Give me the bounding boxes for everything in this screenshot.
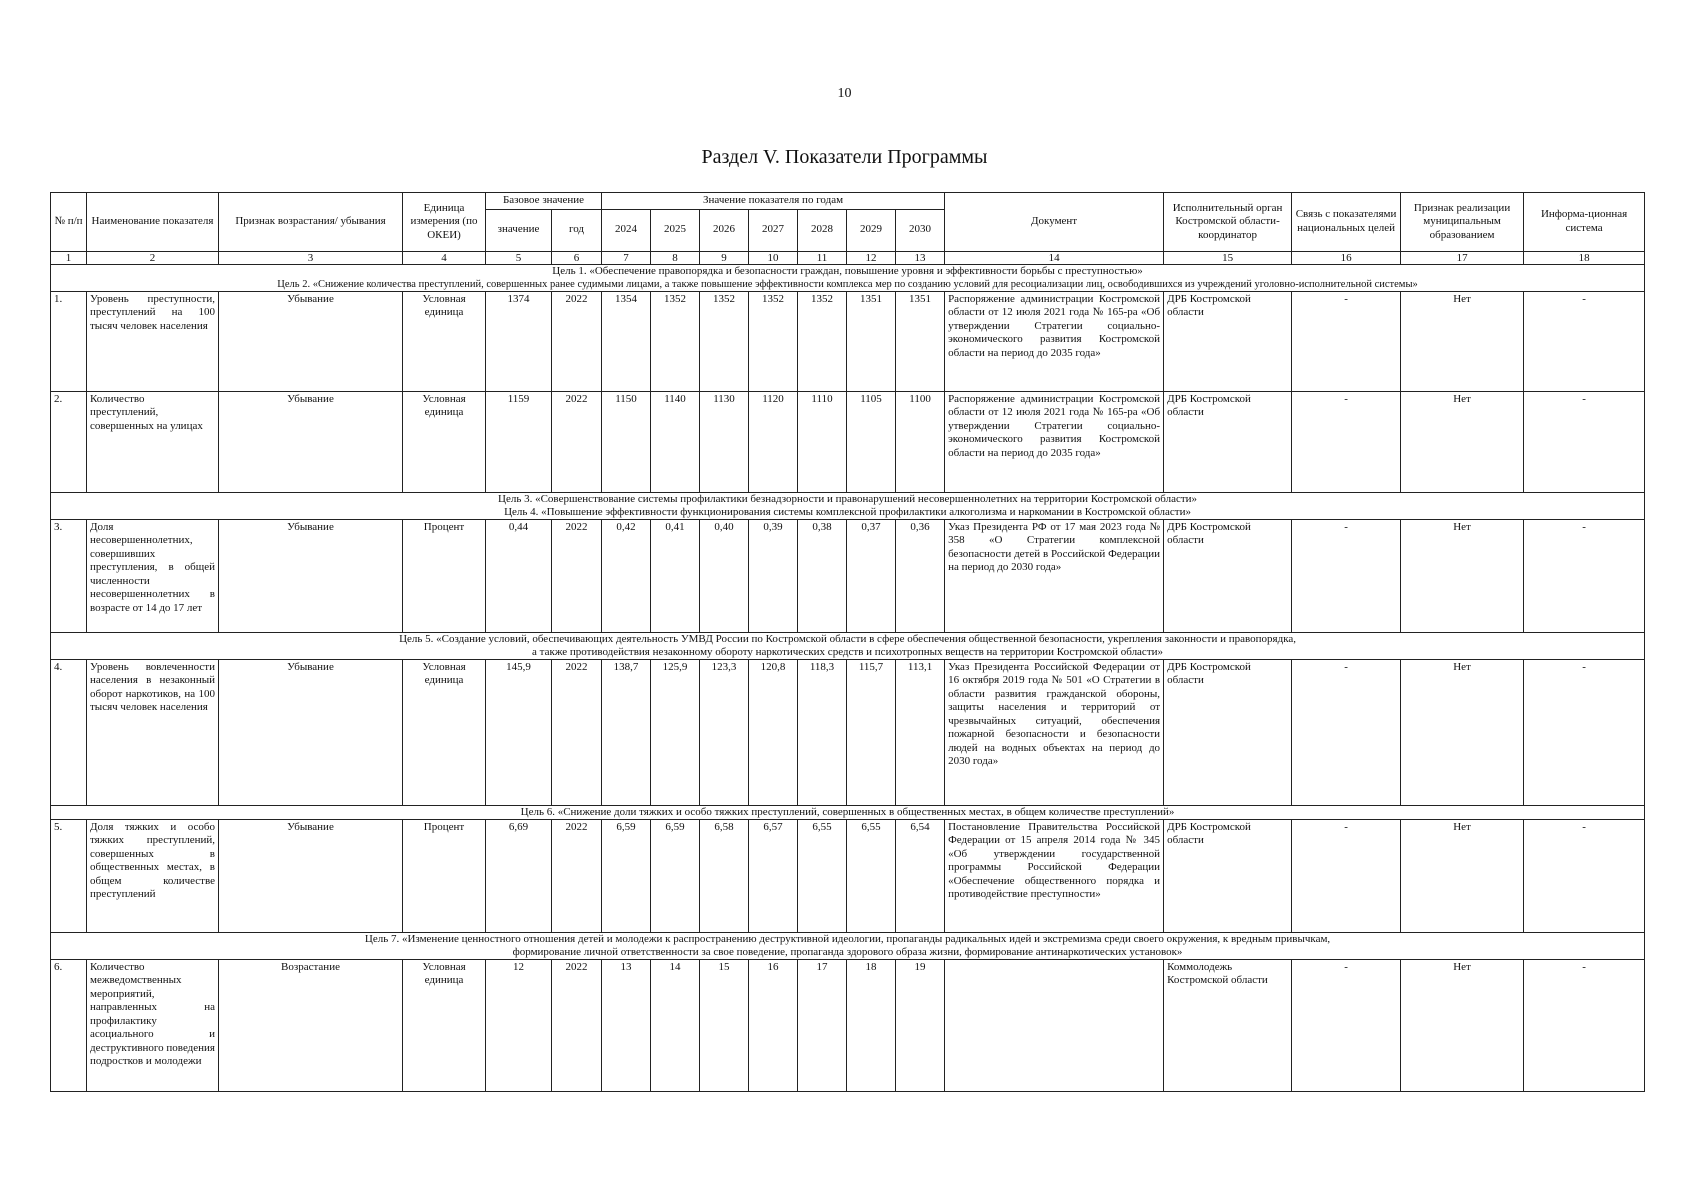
year-value: 6,55 [847, 819, 896, 932]
year-value: 6,59 [651, 819, 700, 932]
link-value: - [1292, 519, 1401, 632]
year-value: 1105 [847, 391, 896, 492]
executor-text: ДРБ Костромской области [1164, 819, 1292, 932]
year-value: 115,7 [847, 659, 896, 805]
col-header-municipal: Признак реализации муниципальным образованием [1401, 193, 1524, 252]
year-value: 123,3 [700, 659, 749, 805]
document-text: Постановление Правительства Российской Федерации от 15 апреля 2014 года № 345 «Об утверждении государственной программы Российской Федерации «Обеспечение общественного порядка и противодействие преступности» [945, 819, 1164, 932]
trend-value: Убывание [219, 659, 403, 805]
municipal-value: Нет [1401, 959, 1524, 1091]
year-value: 113,1 [896, 659, 945, 805]
col-header-link: Связь с показателями национальных целей [1292, 193, 1401, 252]
info-value: - [1524, 519, 1645, 632]
col-number: 15 [1164, 251, 1292, 264]
column-number-row [51, 251, 1645, 264]
document-text [945, 959, 1164, 1091]
year-value: 19 [896, 959, 945, 1091]
indicator-name: Доля тяжких и особо тяжких преступлений, совершенных в общественных местах, в общем количестве преступлений [87, 819, 219, 932]
municipal-value: Нет [1401, 291, 1524, 391]
year-value: 125,9 [651, 659, 700, 805]
goal-row [51, 805, 1645, 819]
year-value: 6,57 [749, 819, 798, 932]
col-number: 13 [896, 251, 945, 264]
year-value: 118,3 [798, 659, 847, 805]
table-row [51, 659, 1645, 805]
link-value: - [1292, 659, 1401, 805]
executor-text: ДРБ Костромской области [1164, 391, 1292, 492]
col-header-year: 2030 [896, 209, 945, 251]
section-title: Раздел V. Показатели Программы [701, 146, 988, 168]
info-value: - [1524, 819, 1645, 932]
year-value: 13 [602, 959, 651, 1091]
year-value: 0,39 [749, 519, 798, 632]
col-header-year: 2027 [749, 209, 798, 251]
row-num: 4. [51, 659, 87, 805]
indicators-table-wrapper [50, 192, 1642, 1092]
trend-value: Убывание [219, 819, 403, 932]
base-value: 1374 [486, 291, 552, 391]
col-header-document: Документ [945, 193, 1164, 252]
col-number: 16 [1292, 251, 1401, 264]
goal-text: Цель 2. «Снижение количества преступлений, совершенных ранее судимыми лицами, а также повышение эффективности комплекса мер по созданию условий для ресоциализации лиц, освободившихся из учреждений уголовно-исполнительной системы» [277, 278, 1418, 290]
municipal-value: Нет [1401, 819, 1524, 932]
base-year: 2022 [552, 959, 602, 1091]
goal-text: Цель 6. «Снижение доли тяжких и особо тяжких преступлений, совершенных в общественных местах, в общем количестве преступлений» [520, 805, 1175, 818]
link-value: - [1292, 959, 1401, 1091]
goal-row [51, 264, 1645, 291]
year-value: 1351 [847, 291, 896, 391]
link-value: - [1292, 391, 1401, 492]
goal-text: а также противодействия незаконному обороту наркотических средств и психотропных веществ на территории Костромской области» [532, 645, 1164, 658]
indicator-name: Уровень вовлеченности населения в незаконный оборот наркотиков, на 100 тысяч человек населения [87, 659, 219, 805]
col-number: 5 [486, 251, 552, 264]
indicator-name: Уровень преступности, преступлений на 100 тысяч человек населения [87, 291, 219, 391]
base-year: 2022 [552, 291, 602, 391]
year-value: 16 [749, 959, 798, 1091]
link-value: - [1292, 819, 1401, 932]
link-value: - [1292, 291, 1401, 391]
col-number: 1 [51, 251, 87, 264]
col-header-unit: Единица измерения (по ОКЕИ) [403, 193, 486, 252]
year-value: 18 [847, 959, 896, 1091]
table-row [51, 959, 1645, 1091]
year-value: 0,36 [896, 519, 945, 632]
col-header-year: 2025 [651, 209, 700, 251]
indicator-name: Количество преступлений, совершенных на улицах [87, 391, 219, 492]
year-value: 1140 [651, 391, 700, 492]
year-value: 1352 [749, 291, 798, 391]
col-header-year: 2028 [798, 209, 847, 251]
trend-value: Убывание [219, 519, 403, 632]
col-header-year: 2024 [602, 209, 651, 251]
year-value: 0,38 [798, 519, 847, 632]
goal-row [51, 492, 1645, 519]
year-value: 1352 [651, 291, 700, 391]
base-value: 6,69 [486, 819, 552, 932]
base-value: 0,44 [486, 519, 552, 632]
goal-text: Цель 5. «Создание условий, обеспечивающих деятельность УМВД России по Костромской области в сфере обеспечения общественной безопасности, укрепления законности и правопорядка, [399, 632, 1296, 645]
document-text: Распоряжение администрации Костромской области от 12 июля 2021 года № 165-ра «Об утверждении Стратегии социально-экономического развития Костромской области на период до 2035 года» [945, 291, 1164, 391]
table-row [51, 391, 1645, 492]
year-value: 6,54 [896, 819, 945, 932]
base-value: 12 [486, 959, 552, 1091]
year-value: 1351 [896, 291, 945, 391]
row-num: 6. [51, 959, 87, 1091]
year-value: 6,58 [700, 819, 749, 932]
municipal-value: Нет [1401, 659, 1524, 805]
year-value: 120,8 [749, 659, 798, 805]
col-number: 11 [798, 251, 847, 264]
year-value: 1150 [602, 391, 651, 492]
row-num: 2. [51, 391, 87, 492]
unit-value: Условная единица [403, 391, 486, 492]
goal-row [51, 632, 1645, 659]
base-value: 145,9 [486, 659, 552, 805]
document-text: Распоряжение администрации Костромской области от 12 июля 2021 года № 165-ра «Об утверждении Стратегии социально-экономического развития Костромской области на период до 2035 года» [945, 391, 1164, 492]
col-number: 18 [1524, 251, 1645, 264]
executor-text: ДРБ Костромской области [1164, 659, 1292, 805]
table-row [51, 819, 1645, 932]
col-header-info: Информа-ционная система [1524, 193, 1645, 252]
info-value: - [1524, 291, 1645, 391]
unit-value: Условная единица [403, 959, 486, 1091]
row-num: 1. [51, 291, 87, 391]
col-number: 12 [847, 251, 896, 264]
year-value: 0,37 [847, 519, 896, 632]
year-value: 1130 [700, 391, 749, 492]
col-header-name: Наименование показателя [87, 193, 219, 252]
page-number: 10 [837, 86, 852, 101]
row-num: 3. [51, 519, 87, 632]
col-number: 4 [403, 251, 486, 264]
col-header-num: № п/п [51, 193, 87, 252]
indicators-table [50, 192, 1645, 1092]
unit-value: Процент [403, 819, 486, 932]
executor-text: ДРБ Костромской области [1164, 291, 1292, 391]
base-year: 2022 [552, 819, 602, 932]
executor-text: Коммолодежь Костромской области [1164, 959, 1292, 1091]
col-header-year: 2026 [700, 209, 749, 251]
year-value: 1110 [798, 391, 847, 492]
document-text: Указ Президента РФ от 17 мая 2023 года № 358 «О Стратегии комплексной безопасности детей в Российской Федерации на период до 2030 года» [945, 519, 1164, 632]
col-number: 10 [749, 251, 798, 264]
executor-text: ДРБ Костромской области [1164, 519, 1292, 632]
col-header-base-value: значение [486, 209, 552, 251]
col-number: 7 [602, 251, 651, 264]
year-value: 1120 [749, 391, 798, 492]
municipal-value: Нет [1401, 391, 1524, 492]
trend-value: Убывание [219, 291, 403, 391]
col-number: 14 [945, 251, 1164, 264]
info-value: - [1524, 659, 1645, 805]
table-row [51, 519, 1645, 632]
col-number: 6 [552, 251, 602, 264]
col-header-base-group: Базовое значение [486, 193, 602, 210]
year-value: 1352 [700, 291, 749, 391]
col-header-executor: Исполнительный орган Костромской области-координатор [1164, 193, 1292, 252]
info-value: - [1524, 391, 1645, 492]
goal-text: Цель 7. «Изменение ценностного отношения детей и молодежи к распространению деструктивной идеологии, пропаганды радикальных идей и экстремизма среди своего окружения, к вредным привычкам, [364, 932, 1331, 945]
goal-text: Цель 4. «Повышение эффективности функционирования системы комплексной профилактики алкоголизма и наркомании в Костромской области» [504, 505, 1191, 518]
col-number: 2 [87, 251, 219, 264]
goal-text: Цель 1. «Обеспечение правопорядка и безопасности граждан, повышение уровня и эффективности борьбы с преступностью» [552, 264, 1143, 277]
base-value: 1159 [486, 391, 552, 492]
base-year: 2022 [552, 391, 602, 492]
col-header-base-year: год [552, 209, 602, 251]
row-num: 5. [51, 819, 87, 932]
goal-text: формирование личной ответственности за свое поведение, пропаганда здорового образа жизни, формирование антинаркотических установок» [512, 945, 1183, 958]
indicator-name: Доля несовершеннолетних, совершивших преступления, в общей численности несовершеннолетних в возрасте от 14 до 17 лет [87, 519, 219, 632]
municipal-value: Нет [1401, 519, 1524, 632]
col-number: 8 [651, 251, 700, 264]
year-value: 6,59 [602, 819, 651, 932]
trend-value: Убывание [219, 391, 403, 492]
unit-value: Условная единица [403, 291, 486, 391]
document-text: Указ Президента Российской Федерации от 16 октября 2019 года № 501 «О Стратегии в области развития гражданской обороны, защиты населения и территорий от чрезвычайных ситуаций, обеспечения пожарной безопасности и безопасности людей на водных объектах на период до 2030 года» [945, 659, 1164, 805]
unit-value: Условная единица [403, 659, 486, 805]
year-value: 15 [700, 959, 749, 1091]
header-row-1 [51, 193, 1645, 210]
goal-row [51, 932, 1645, 959]
table-row [51, 291, 1645, 391]
col-header-year: 2029 [847, 209, 896, 251]
unit-value: Процент [403, 519, 486, 632]
col-number: 17 [1401, 251, 1524, 264]
col-header-trend: Признак возрастания/ убывания [219, 193, 403, 252]
trend-value: Возрастание [219, 959, 403, 1091]
year-value: 14 [651, 959, 700, 1091]
indicator-name: Количество межведомственных мероприятий, направленных на профилактику асоциального и деструктивного поведения подростков и молодежи [87, 959, 219, 1091]
year-value: 6,55 [798, 819, 847, 932]
year-value: 17 [798, 959, 847, 1091]
info-value: - [1524, 959, 1645, 1091]
base-year: 2022 [552, 659, 602, 805]
year-value: 138,7 [602, 659, 651, 805]
year-value: 1352 [798, 291, 847, 391]
year-value: 0,42 [602, 519, 651, 632]
year-value: 0,40 [700, 519, 749, 632]
col-number: 3 [219, 251, 403, 264]
col-number: 9 [700, 251, 749, 264]
year-value: 1100 [896, 391, 945, 492]
col-header-years-group: Значение показателя по годам [602, 193, 945, 210]
year-value: 1354 [602, 291, 651, 391]
year-value: 0,41 [651, 519, 700, 632]
base-year: 2022 [552, 519, 602, 632]
goal-text: Цель 3. «Совершенствование системы профилактики безнадзорности и правонарушений несовершеннолетних на территории Костромской области» [498, 492, 1198, 505]
